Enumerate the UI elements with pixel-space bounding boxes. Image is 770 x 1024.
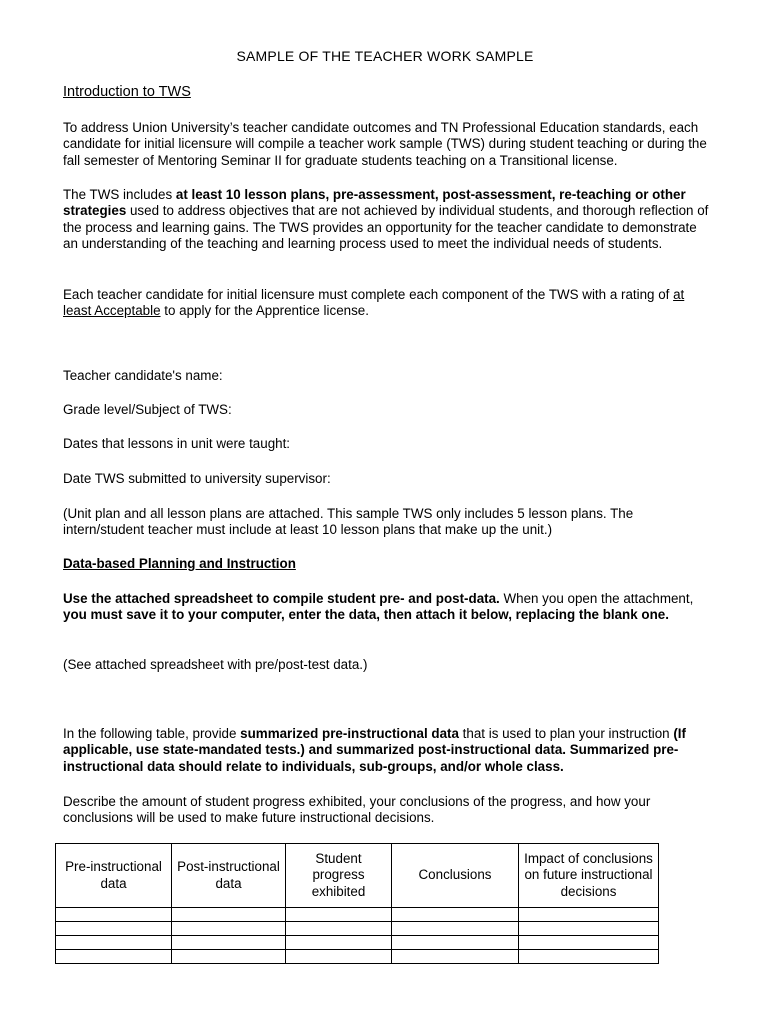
table-cell[interactable] xyxy=(286,950,392,964)
table-cell[interactable] xyxy=(286,936,392,950)
header-pre-instructional: Pre-instructional data xyxy=(56,844,172,908)
progress-table xyxy=(55,843,659,964)
spreadsheet-paragraph: Use the attached spreadsheet to compile student pre- and post-data. When you open the attachment, you must save it to your computer, enter the data, then attach it below, replacing the blank one. xyxy=(63,591,694,623)
intro-heading: Introduction to TWS xyxy=(63,84,191,100)
table-cell[interactable] xyxy=(286,908,392,922)
table-row xyxy=(56,908,659,922)
header-student-progress: Student progress exhibited xyxy=(286,844,392,908)
table-cell[interactable] xyxy=(519,908,659,922)
intro-paragraph-2: The TWS includes at least 10 lesson plans, pre-assessment, post-assessment, re-teaching or other strategies used to address objectives that are not achieved by individual students, and thorough reflection of the process and learning gains. The TWS provides an opportunity for the teacher candidate to demonstrate an understanding of the teaching and learning process used to meet the individual needs of students. xyxy=(63,187,709,251)
table-cell[interactable] xyxy=(172,922,286,936)
table-cell[interactable] xyxy=(392,908,519,922)
table-row xyxy=(56,936,659,950)
table-cell[interactable] xyxy=(519,950,659,964)
field-date-submitted: Date TWS submitted to university supervisor: xyxy=(63,471,331,486)
intro-paragraph-3: Each teacher candidate for initial licensure must complete each component of the TWS with a rating of at least Acceptable to apply for the Apprentice license. xyxy=(63,287,685,319)
unit-note: (Unit plan and all lesson plans are attached. This sample TWS only includes 5 lesson plans. The intern/student teacher must include at least 10 lesson plans that make up the unit.) xyxy=(63,506,634,538)
see-attached-note: (See attached spreadsheet with pre/post-test data.) xyxy=(63,657,368,672)
table-cell[interactable] xyxy=(519,936,659,950)
table-row xyxy=(56,922,659,936)
table-cell[interactable] xyxy=(392,936,519,950)
data-heading: Data-based Planning and Instruction xyxy=(63,556,296,571)
intro-paragraph-1: To address Union University’s teacher candidate outcomes and TN Professional Education standards, each candidate for initial licensure will compile a teacher work sample (TWS) during student teaching or during the fall semester of Mentoring Seminar II for graduate students teaching on a Transitional license. xyxy=(63,120,707,168)
table-cell[interactable] xyxy=(56,936,172,950)
header-impact: Impact of conclusions on future instructional decisions xyxy=(519,844,659,908)
table-row xyxy=(56,950,659,964)
table-cell[interactable] xyxy=(172,908,286,922)
field-grade-subject: Grade level/Subject of TWS: xyxy=(63,402,232,417)
header-post-instructional: Post-instructional data xyxy=(172,844,286,908)
field-teacher-name: Teacher candidate's name: xyxy=(63,368,223,383)
table-intro-paragraph: In the following table, provide summarized pre-instructional data that is used to plan your instruction (If applicable, use state-mandated tests.) and summarized post-instructional data. Summarized pre-instructional data should relate to individuals, sub-groups, and/or whole class. xyxy=(63,726,686,774)
table-cell[interactable] xyxy=(56,922,172,936)
table-cell[interactable] xyxy=(519,922,659,936)
table-cell[interactable] xyxy=(172,950,286,964)
field-dates-taught: Dates that lessons in unit were taught: xyxy=(63,436,291,451)
describe-paragraph: Describe the amount of student progress exhibited, your conclusions of the progress, and how your conclusions will be used to make future instructional decisions. xyxy=(63,794,651,826)
table-cell[interactable] xyxy=(56,950,172,964)
table-header-row xyxy=(56,844,659,908)
table-cell[interactable] xyxy=(172,936,286,950)
document-title: SAMPLE OF THE TEACHER WORK SAMPLE xyxy=(236,48,534,64)
table-cell[interactable] xyxy=(392,950,519,964)
table-cell[interactable] xyxy=(392,922,519,936)
table-cell[interactable] xyxy=(56,908,172,922)
header-conclusions: Conclusions xyxy=(392,844,519,908)
table-cell[interactable] xyxy=(286,922,392,936)
